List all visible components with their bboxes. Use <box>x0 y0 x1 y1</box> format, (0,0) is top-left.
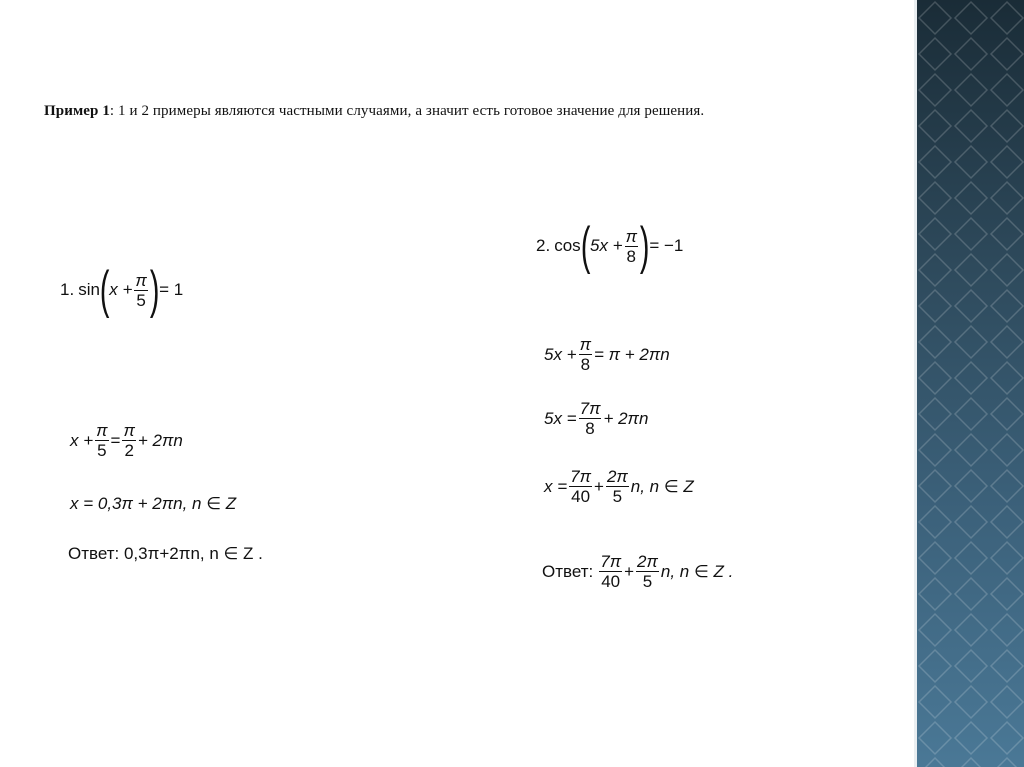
ex1-num: π <box>135 270 147 290</box>
ex1-step1-den1: 5 <box>97 441 107 460</box>
ex2-step2 <box>544 400 648 437</box>
ex2-s3-num1: 7π <box>570 467 591 486</box>
ex2-left-paren: ( <box>580 217 591 275</box>
ex1-func: sin <box>78 280 100 299</box>
ex2-s2-num: 7π <box>579 399 601 418</box>
ex2-s3-den1: 40 <box>571 487 591 506</box>
ex1-step1-den2: 2 <box>124 441 134 460</box>
ex2-num: π <box>625 226 637 246</box>
heading-label: Пример 1 <box>44 103 110 119</box>
ex2-step3 <box>544 468 694 505</box>
panel-diamond-texture <box>917 0 1024 767</box>
ex2-ans-num2: 2π <box>637 552 658 571</box>
ex1-in-left: x + <box>109 280 133 299</box>
ex2-right-paren: ) <box>639 217 650 275</box>
ex2-s3-mid: + <box>594 476 604 496</box>
ex1-step2-text: x = 0,3π + 2πn, n ∈ Z <box>70 494 237 513</box>
ex1-left-paren: ( <box>99 261 110 319</box>
ex1-step1-frac2 <box>122 422 135 459</box>
ex1-answer <box>68 544 263 564</box>
ex2-s2-left: 5x = <box>544 408 577 428</box>
ex2-step1 <box>544 336 670 373</box>
ex1-step1-num1: π <box>96 421 108 440</box>
ex2-s2-right: + 2πn <box>603 408 649 428</box>
ex2-s1-num: π <box>579 335 591 354</box>
ex1-step1 <box>70 422 183 459</box>
ex2-s2-frac <box>579 400 602 437</box>
ex2-ans-right: n, n ∈ Z . <box>660 561 734 581</box>
ex2-s3-frac2 <box>606 468 629 505</box>
ex2-fraction <box>625 228 638 265</box>
ex2-rhs: = −1 <box>649 236 684 255</box>
ex2-s1-right: = π + 2πn <box>594 344 670 364</box>
ex1-den: 5 <box>136 290 146 310</box>
ex2-ans-frac1 <box>599 553 622 590</box>
ex1-equation <box>60 261 184 319</box>
ex2-ans-den1: 40 <box>601 572 621 591</box>
ex1-answer-text: Ответ: 0,3π+2πn, n ∈ Z . <box>68 544 263 563</box>
ex1-step1-frac1 <box>95 422 108 459</box>
ex2-eq-prefix: 2. <box>536 236 551 255</box>
ex1-fraction <box>134 272 147 309</box>
ex2-answer <box>542 553 733 590</box>
ex2-func: cos <box>554 236 581 255</box>
ex1-step1-mid: = <box>110 430 121 450</box>
ex2-in-left: 5x + <box>589 236 623 255</box>
decorative-side-panel <box>914 0 1024 767</box>
ex1-rhs: = 1 <box>159 280 184 299</box>
ex2-equation <box>536 217 684 275</box>
ex1-step1-left: x + <box>70 430 94 450</box>
ex1-step1-num2: π <box>123 421 135 440</box>
ex1-step2 <box>70 494 236 514</box>
ex2-ans-mid: + <box>624 561 635 581</box>
ex2-s3-num2: 2π <box>606 467 628 486</box>
ex2-s3-left: x = <box>544 476 568 496</box>
ex2-s3-right: n, n ∈ Z <box>630 476 694 496</box>
heading-text: : 1 и 2 примеры являются частными случаями, а значит есть готовое значение для решения. <box>109 103 705 119</box>
ex2-s2-den: 8 <box>585 419 595 438</box>
ex2-s3-den2: 5 <box>612 487 623 506</box>
ex2-ans-frac2 <box>636 553 659 590</box>
ex2-ans-label: Ответ: <box>542 561 594 581</box>
example-heading <box>44 103 704 120</box>
ex1-eq-prefix: 1. <box>60 280 75 299</box>
ex2-s1-left: 5x + <box>544 344 577 364</box>
ex2-s1-frac <box>579 336 592 373</box>
ex1-right-paren: ) <box>149 261 160 319</box>
ex2-ans-num1: 7π <box>600 552 622 571</box>
ex2-ans-den2: 5 <box>642 572 653 591</box>
ex2-s3-frac1 <box>569 468 592 505</box>
ex2-s1-den: 8 <box>580 355 591 374</box>
ex1-step1-right: + 2πn <box>137 430 183 450</box>
ex2-den: 8 <box>626 246 637 266</box>
